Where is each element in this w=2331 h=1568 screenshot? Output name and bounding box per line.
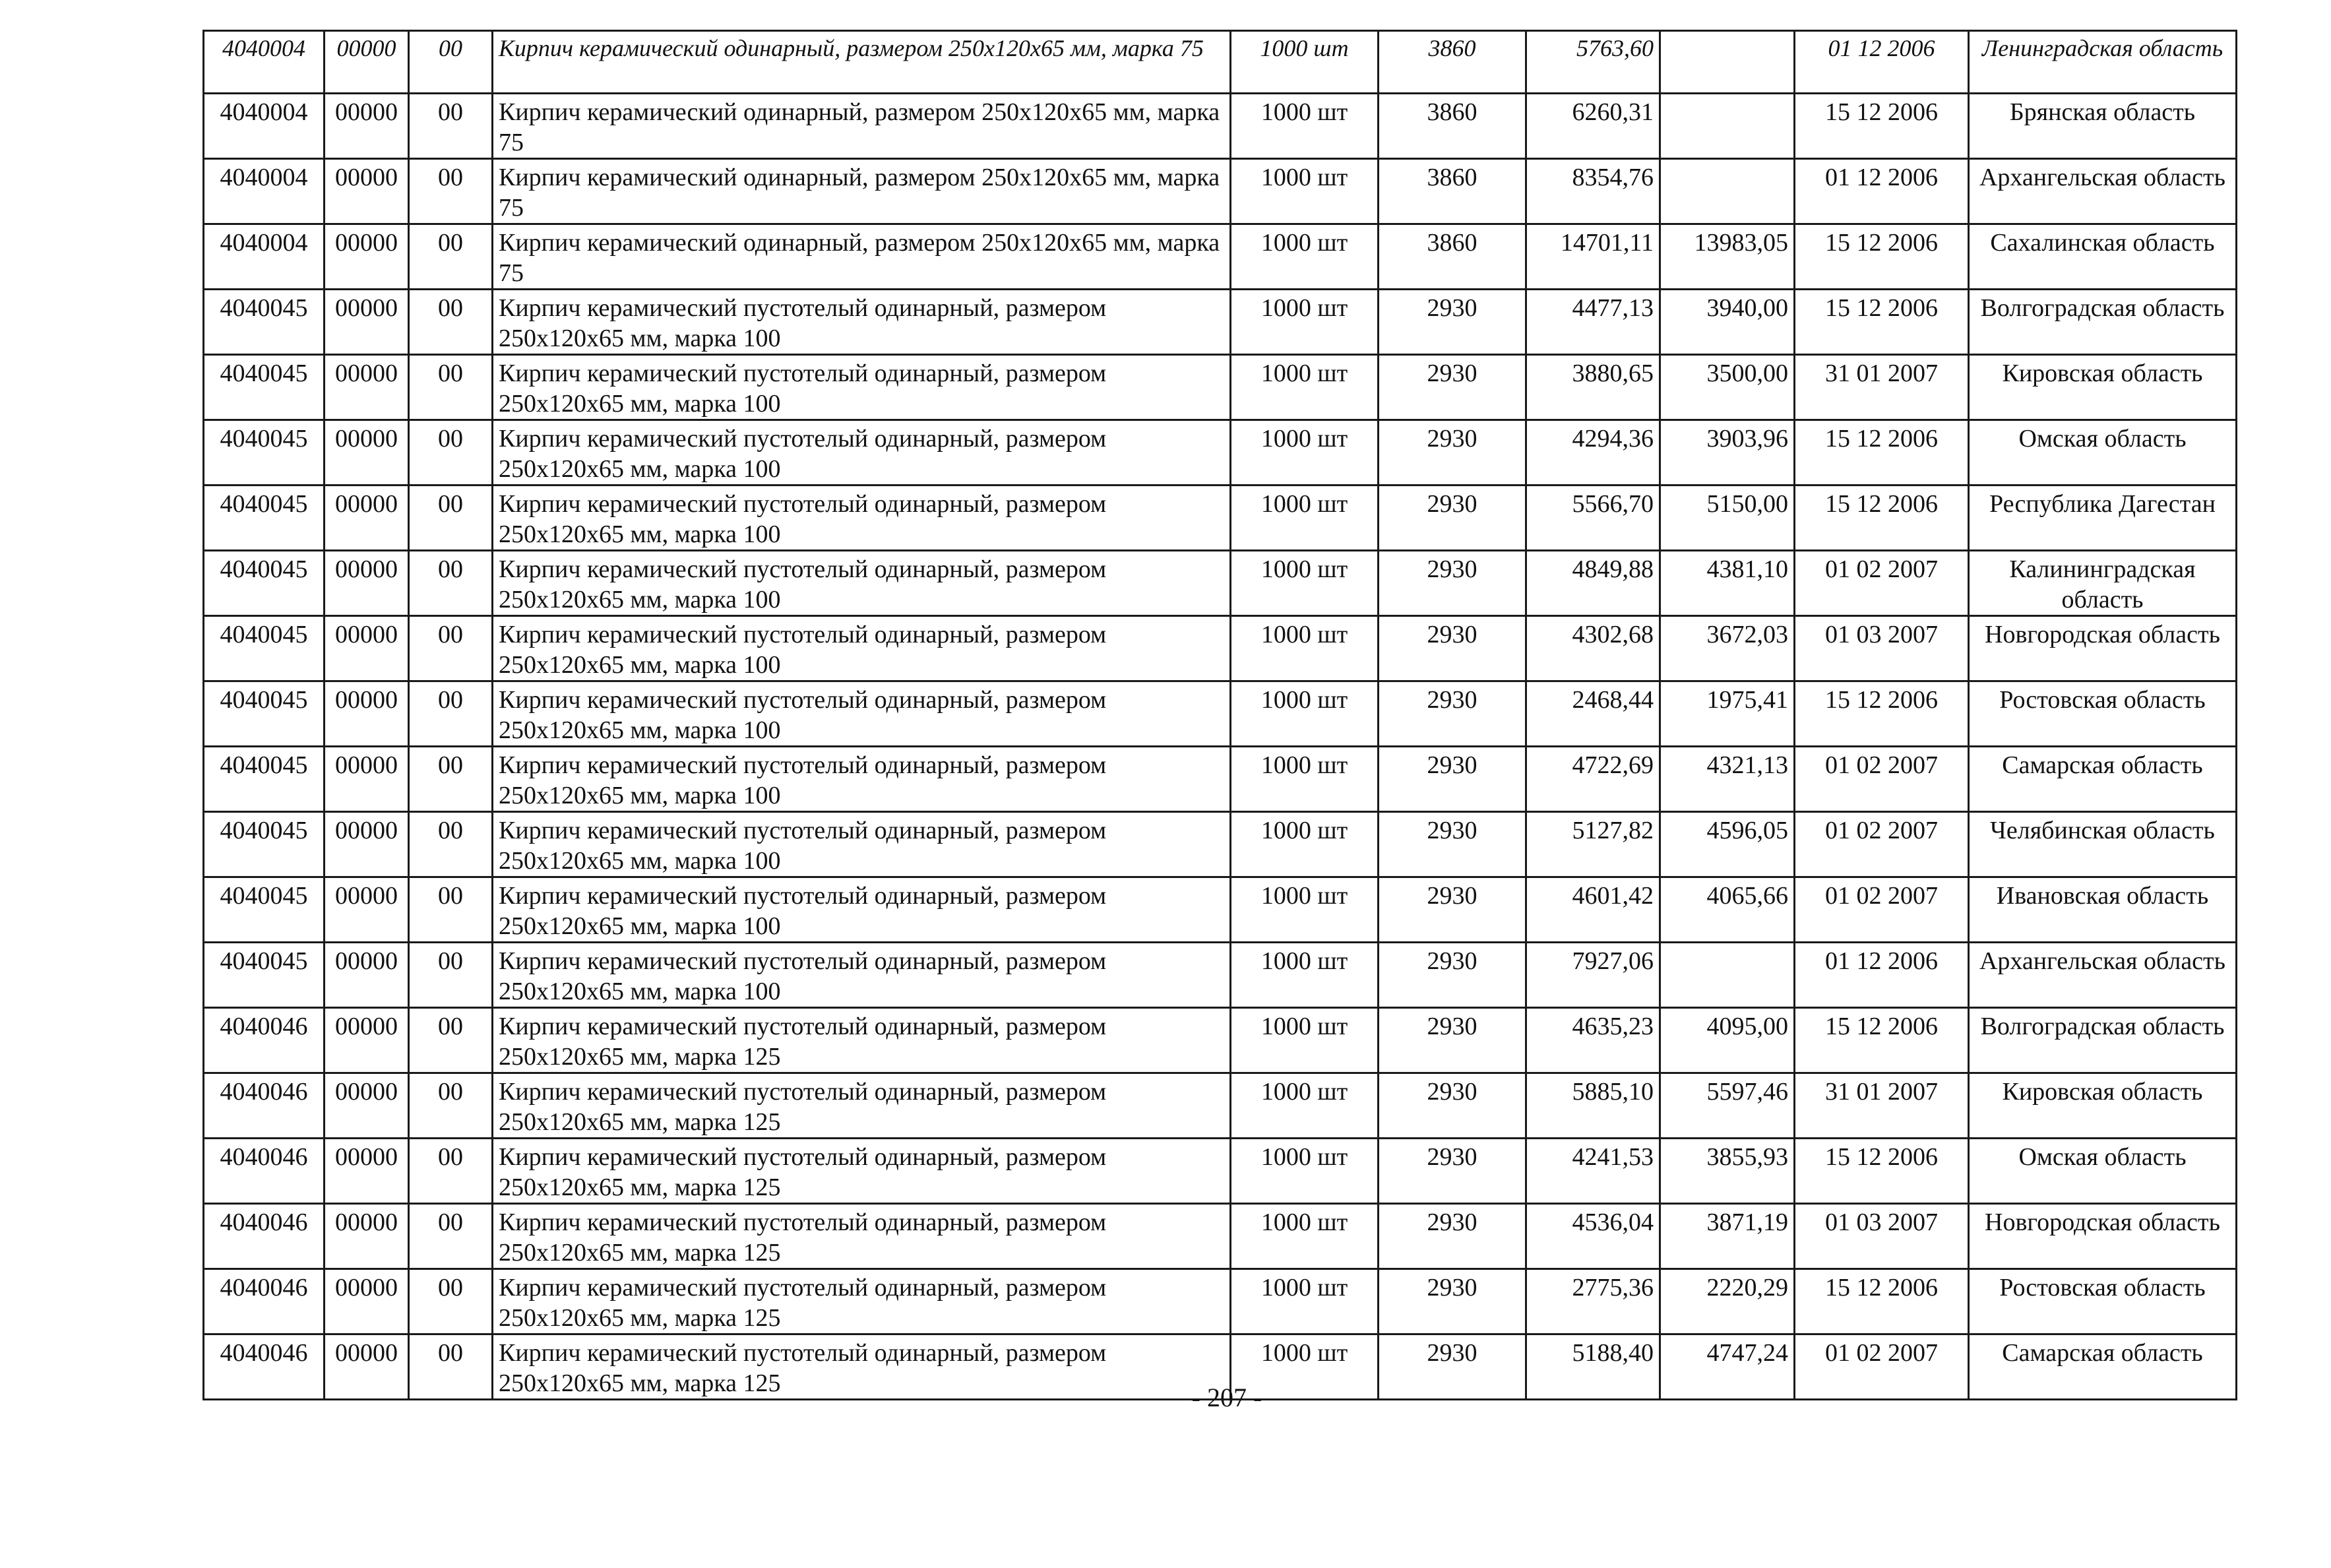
subcode-cell: 00000: [325, 551, 409, 616]
unit-cell: 1000 шт: [1231, 355, 1379, 420]
price-alt-cell: 4065,66: [1660, 877, 1795, 943]
suffix-cell: 00: [409, 1269, 493, 1334]
material-code-cell: 4040046: [204, 1269, 325, 1334]
suffix-cell: 00: [409, 94, 493, 159]
unit-cell: 1000 шт: [1231, 31, 1379, 94]
subcode-cell: 00000: [325, 747, 409, 812]
date-cell: 01 02 2007: [1795, 1334, 1969, 1400]
unit-cell: 1000 шт: [1231, 877, 1379, 943]
product-name-cell: Кирпич керамический пустотелый одинарный, размером 250х120х65 мм, марка 100: [493, 812, 1231, 877]
region-cell: Кировская область: [1969, 355, 2237, 420]
suffix-cell: 00: [409, 1008, 493, 1073]
region-cell: Волгоградская область: [1969, 1008, 2237, 1073]
subcode-cell: 00000: [325, 812, 409, 877]
unit-code-cell: 2930: [1379, 812, 1526, 877]
date-cell: 15 12 2006: [1795, 420, 1969, 486]
unit-cell: 1000 шт: [1231, 1334, 1379, 1400]
unit-code-cell: 3860: [1379, 31, 1526, 94]
suffix-cell: 00: [409, 224, 493, 290]
region-cell: Самарская область: [1969, 1334, 2237, 1400]
product-name-cell: Кирпич керамический пустотелый одинарный, размером 250х120х65 мм, марка 125: [493, 1334, 1231, 1400]
unit-cell: 1000 шт: [1231, 551, 1379, 616]
product-name-cell: Кирпич керамический пустотелый одинарный, размером 250х120х65 мм, марка 100: [493, 877, 1231, 943]
price-alt-cell: 5597,46: [1660, 1073, 1795, 1139]
table-body: [204, 31, 2237, 1400]
table-row: [204, 224, 2237, 290]
region-cell: Брянская область: [1969, 94, 2237, 159]
table-row: [204, 290, 2237, 355]
material-code-cell: 4040004: [204, 159, 325, 224]
suffix-cell: 00: [409, 551, 493, 616]
subcode-cell: 00000: [325, 877, 409, 943]
product-name-cell: Кирпич керамический пустотелый одинарный, размером 250х120х65 мм, марка 125: [493, 1204, 1231, 1269]
price-alt-cell: 3903,96: [1660, 420, 1795, 486]
table-row: [204, 551, 2237, 616]
price-cell: 4635,23: [1526, 1008, 1660, 1073]
subcode-cell: 00000: [325, 290, 409, 355]
region-cell: Новгородская область: [1969, 1204, 2237, 1269]
price-cell: 5566,70: [1526, 486, 1660, 551]
price-alt-cell: 4747,24: [1660, 1334, 1795, 1400]
product-name-cell: Кирпич керамический пустотелый одинарный, размером 250х120х65 мм, марка 100: [493, 355, 1231, 420]
price-cell: 5188,40: [1526, 1334, 1660, 1400]
table-row: [204, 94, 2237, 159]
price-alt-cell: 4095,00: [1660, 1008, 1795, 1073]
date-cell: 31 01 2007: [1795, 355, 1969, 420]
product-name-cell: Кирпич керамический пустотелый одинарный, размером 250х120х65 мм, марка 100: [493, 943, 1231, 1008]
product-name-cell: Кирпич керамический пустотелый одинарный, размером 250х120х65 мм, марка 100: [493, 290, 1231, 355]
product-name-cell: Кирпич керамический пустотелый одинарный, размером 250х120х65 мм, марка 125: [493, 1073, 1231, 1139]
table-row: [204, 943, 2237, 1008]
price-alt-cell: 4381,10: [1660, 551, 1795, 616]
price-cell: 8354,76: [1526, 159, 1660, 224]
price-alt-cell: 5150,00: [1660, 486, 1795, 551]
suffix-cell: 00: [409, 1204, 493, 1269]
price-cell: 4241,53: [1526, 1139, 1660, 1204]
material-code-cell: 4040046: [204, 1008, 325, 1073]
unit-code-cell: 2930: [1379, 1073, 1526, 1139]
unit-cell: 1000 шт: [1231, 486, 1379, 551]
suffix-cell: 00: [409, 420, 493, 486]
price-alt-cell: [1660, 31, 1795, 94]
date-cell: 01 02 2007: [1795, 877, 1969, 943]
subcode-cell: 00000: [325, 94, 409, 159]
price-cell: 4294,36: [1526, 420, 1660, 486]
region-cell: Сахалинская область: [1969, 224, 2237, 290]
unit-code-cell: 3860: [1379, 94, 1526, 159]
region-cell: Кировская область: [1969, 1073, 2237, 1139]
table-row: [204, 355, 2237, 420]
region-cell: Архангельская область: [1969, 943, 2237, 1008]
price-cell: 4536,04: [1526, 1204, 1660, 1269]
region-cell: Омская область: [1969, 1139, 2237, 1204]
subcode-cell: 00000: [325, 1334, 409, 1400]
subcode-cell: 00000: [325, 420, 409, 486]
unit-code-cell: 2930: [1379, 1269, 1526, 1334]
unit-cell: 1000 шт: [1231, 681, 1379, 747]
region-cell: Республика Дагестан: [1969, 486, 2237, 551]
material-code-cell: 4040045: [204, 812, 325, 877]
price-alt-cell: [1660, 94, 1795, 159]
unit-cell: 1000 шт: [1231, 1139, 1379, 1204]
unit-cell: 1000 шт: [1231, 812, 1379, 877]
price-cell: 4722,69: [1526, 747, 1660, 812]
price-cell: 6260,31: [1526, 94, 1660, 159]
table-row: [204, 1204, 2237, 1269]
unit-code-cell: 2930: [1379, 616, 1526, 681]
table-row: [204, 1073, 2237, 1139]
price-cell: 4302,68: [1526, 616, 1660, 681]
unit-code-cell: 2930: [1379, 486, 1526, 551]
material-code-cell: 4040045: [204, 681, 325, 747]
price-alt-cell: 3500,00: [1660, 355, 1795, 420]
suffix-cell: 00: [409, 943, 493, 1008]
material-code-cell: 4040045: [204, 877, 325, 943]
suffix-cell: 00: [409, 616, 493, 681]
price-alt-cell: 2220,29: [1660, 1269, 1795, 1334]
subcode-cell: 00000: [325, 943, 409, 1008]
price-alt-cell: 4596,05: [1660, 812, 1795, 877]
material-code-cell: 4040045: [204, 747, 325, 812]
unit-cell: 1000 шт: [1231, 224, 1379, 290]
price-cell: 4477,13: [1526, 290, 1660, 355]
material-code-cell: 4040045: [204, 616, 325, 681]
date-cell: 01 02 2007: [1795, 747, 1969, 812]
product-name-cell: Кирпич керамический пустотелый одинарный, размером 250х120х65 мм, марка 100: [493, 551, 1231, 616]
region-cell: Архангельская область: [1969, 159, 2237, 224]
unit-code-cell: 2930: [1379, 681, 1526, 747]
unit-code-cell: 2930: [1379, 1204, 1526, 1269]
subcode-cell: 00000: [325, 1008, 409, 1073]
material-code-cell: 4040045: [204, 290, 325, 355]
unit-code-cell: 2930: [1379, 747, 1526, 812]
region-cell: Омская область: [1969, 420, 2237, 486]
unit-code-cell: 2930: [1379, 290, 1526, 355]
unit-cell: 1000 шт: [1231, 747, 1379, 812]
date-cell: 01 12 2006: [1795, 31, 1969, 94]
material-code-cell: 4040004: [204, 31, 325, 94]
subcode-cell: 00000: [325, 31, 409, 94]
table-row: [204, 1269, 2237, 1334]
suffix-cell: 00: [409, 1139, 493, 1204]
suffix-cell: 00: [409, 812, 493, 877]
product-name-cell: Кирпич керамический пустотелый одинарный, размером 250х120х65 мм, марка 100: [493, 486, 1231, 551]
table-row: [204, 31, 2237, 94]
date-cell: 01 02 2007: [1795, 812, 1969, 877]
product-name-cell: Кирпич керамический одинарный, размером 250х120х65 мм, марка 75: [493, 94, 1231, 159]
subcode-cell: 00000: [325, 486, 409, 551]
product-name-cell: Кирпич керамический пустотелый одинарный, размером 250х120х65 мм, марка 100: [493, 616, 1231, 681]
unit-cell: 1000 шт: [1231, 420, 1379, 486]
product-name-cell: Кирпич керамический пустотелый одинарный, размером 250х120х65 мм, марка 100: [493, 681, 1231, 747]
product-name-cell: Кирпич керамический пустотелый одинарный, размером 250х120х65 мм, марка 100: [493, 420, 1231, 486]
subcode-cell: 00000: [325, 616, 409, 681]
table-row: [204, 1139, 2237, 1204]
unit-code-cell: 2930: [1379, 551, 1526, 616]
unit-cell: 1000 шт: [1231, 943, 1379, 1008]
price-alt-cell: 3940,00: [1660, 290, 1795, 355]
table-row: [204, 1008, 2237, 1073]
suffix-cell: 00: [409, 290, 493, 355]
subcode-cell: 00000: [325, 1204, 409, 1269]
table-row: [204, 420, 2237, 486]
subcode-cell: 00000: [325, 681, 409, 747]
region-cell: Ростовская область: [1969, 681, 2237, 747]
table-row: [204, 159, 2237, 224]
subcode-cell: 00000: [325, 1073, 409, 1139]
price-alt-cell: 3855,93: [1660, 1139, 1795, 1204]
unit-cell: 1000 шт: [1231, 1204, 1379, 1269]
product-name-cell: Кирпич керамический пустотелый одинарный, размером 250х120х65 мм, марка 125: [493, 1269, 1231, 1334]
region-cell: Ростовская область: [1969, 1269, 2237, 1334]
date-cell: 01 12 2006: [1795, 943, 1969, 1008]
unit-code-cell: 2930: [1379, 877, 1526, 943]
table-row: [204, 486, 2237, 551]
unit-code-cell: 2930: [1379, 1139, 1526, 1204]
material-code-cell: 4040046: [204, 1073, 325, 1139]
region-cell: Калининградская область: [1969, 551, 2237, 616]
date-cell: 15 12 2006: [1795, 1269, 1969, 1334]
unit-cell: 1000 шт: [1231, 290, 1379, 355]
suffix-cell: 00: [409, 1334, 493, 1400]
region-cell: Новгородская область: [1969, 616, 2237, 681]
price-cell: 5763,60: [1526, 31, 1660, 94]
date-cell: 15 12 2006: [1795, 486, 1969, 551]
unit-code-cell: 2930: [1379, 943, 1526, 1008]
subcode-cell: 00000: [325, 1269, 409, 1334]
table-row: [204, 747, 2237, 812]
date-cell: 15 12 2006: [1795, 1008, 1969, 1073]
date-cell: 15 12 2006: [1795, 94, 1969, 159]
unit-cell: 1000 шт: [1231, 1073, 1379, 1139]
suffix-cell: 00: [409, 877, 493, 943]
suffix-cell: 00: [409, 747, 493, 812]
suffix-cell: 00: [409, 681, 493, 747]
price-cell: 2775,36: [1526, 1269, 1660, 1334]
product-name-cell: Кирпич керамический одинарный, размером 250х120х65 мм, марка 75: [493, 224, 1231, 290]
material-code-cell: 4040045: [204, 420, 325, 486]
product-name-cell: Кирпич керамический пустотелый одинарный, размером 250х120х65 мм, марка 125: [493, 1008, 1231, 1073]
page-number: - 207 -: [1191, 1383, 1262, 1412]
price-alt-cell: 3871,19: [1660, 1204, 1795, 1269]
price-alt-cell: [1660, 159, 1795, 224]
price-alt-cell: 4321,13: [1660, 747, 1795, 812]
date-cell: 31 01 2007: [1795, 1073, 1969, 1139]
table-row: [204, 681, 2237, 747]
price-cell: 7927,06: [1526, 943, 1660, 1008]
region-cell: Волгоградская область: [1969, 290, 2237, 355]
table-row: [204, 877, 2237, 943]
material-code-cell: 4040004: [204, 94, 325, 159]
price-cell: 4849,88: [1526, 551, 1660, 616]
unit-code-cell: 2930: [1379, 1008, 1526, 1073]
date-cell: 01 12 2006: [1795, 159, 1969, 224]
unit-code-cell: 2930: [1379, 355, 1526, 420]
region-cell: Самарская область: [1969, 747, 2237, 812]
region-cell: Ивановская область: [1969, 877, 2237, 943]
material-code-cell: 4040045: [204, 551, 325, 616]
date-cell: 15 12 2006: [1795, 224, 1969, 290]
product-name-cell: Кирпич керамический одинарный, размером 250х120х65 мм, марка 75: [493, 31, 1231, 94]
unit-code-cell: 3860: [1379, 159, 1526, 224]
material-code-cell: 4040046: [204, 1139, 325, 1204]
unit-code-cell: 2930: [1379, 1334, 1526, 1400]
unit-cell: 1000 шт: [1231, 1008, 1379, 1073]
region-cell: Челябинская область: [1969, 812, 2237, 877]
table-row: [204, 616, 2237, 681]
price-alt-cell: 1975,41: [1660, 681, 1795, 747]
price-alt-cell: [1660, 943, 1795, 1008]
material-code-cell: 4040004: [204, 224, 325, 290]
price-cell: 5127,82: [1526, 812, 1660, 877]
unit-cell: 1000 шт: [1231, 1269, 1379, 1334]
suffix-cell: 00: [409, 159, 493, 224]
subcode-cell: 00000: [325, 1139, 409, 1204]
price-cell: 2468,44: [1526, 681, 1660, 747]
price-table: [202, 30, 2237, 1400]
unit-cell: 1000 шт: [1231, 94, 1379, 159]
subcode-cell: 00000: [325, 355, 409, 420]
date-cell: 01 02 2007: [1795, 551, 1969, 616]
date-cell: 15 12 2006: [1795, 290, 1969, 355]
price-cell: 3880,65: [1526, 355, 1660, 420]
price-alt-cell: 13983,05: [1660, 224, 1795, 290]
unit-code-cell: 3860: [1379, 224, 1526, 290]
product-name-cell: Кирпич керамический пустотелый одинарный, размером 250х120х65 мм, марка 100: [493, 747, 1231, 812]
date-cell: 15 12 2006: [1795, 1139, 1969, 1204]
suffix-cell: 00: [409, 1073, 493, 1139]
subcode-cell: 00000: [325, 159, 409, 224]
date-cell: 15 12 2006: [1795, 681, 1969, 747]
region-cell: Ленинградская область: [1969, 31, 2237, 94]
date-cell: 01 03 2007: [1795, 1204, 1969, 1269]
product-name-cell: Кирпич керамический пустотелый одинарный, размером 250х120х65 мм, марка 125: [493, 1139, 1231, 1204]
material-code-cell: 4040045: [204, 355, 325, 420]
suffix-cell: 00: [409, 486, 493, 551]
price-cell: 5885,10: [1526, 1073, 1660, 1139]
material-code-cell: 4040045: [204, 943, 325, 1008]
date-cell: 01 03 2007: [1795, 616, 1969, 681]
price-alt-cell: 3672,03: [1660, 616, 1795, 681]
material-code-cell: 4040045: [204, 486, 325, 551]
unit-code-cell: 2930: [1379, 420, 1526, 486]
suffix-cell: 00: [409, 355, 493, 420]
price-cell: 4601,42: [1526, 877, 1660, 943]
unit-cell: 1000 шт: [1231, 159, 1379, 224]
price-cell: 14701,11: [1526, 224, 1660, 290]
material-code-cell: 4040046: [204, 1204, 325, 1269]
table-row: [204, 812, 2237, 877]
subcode-cell: 00000: [325, 224, 409, 290]
unit-cell: 1000 шт: [1231, 616, 1379, 681]
suffix-cell: 00: [409, 31, 493, 94]
material-code-cell: 4040046: [204, 1334, 325, 1400]
product-name-cell: Кирпич керамический одинарный, размером 250х120х65 мм, марка 75: [493, 159, 1231, 224]
